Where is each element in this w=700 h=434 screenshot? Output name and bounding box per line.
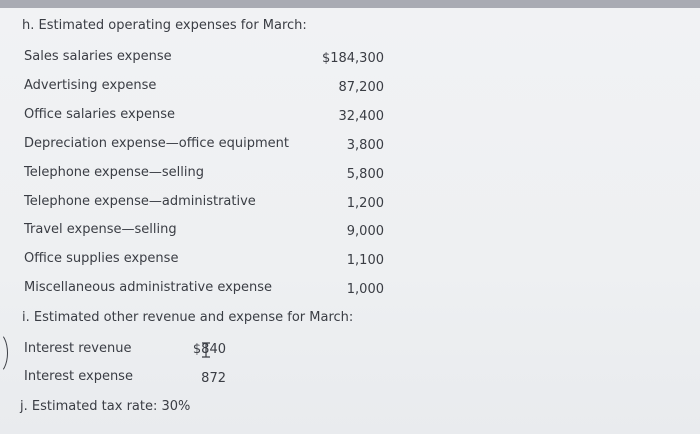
- expense-label-travel-selling: Travel expense—selling: [24, 222, 177, 237]
- expense-label-misc-admin: Miscellaneous administrative expense: [24, 280, 273, 295]
- expense-label-office-supplies: Office supplies expense: [24, 251, 179, 266]
- expense-amount-depreciation: 3,800: [346, 138, 384, 153]
- section-h-title: h. Estimated operating expenses for March:: [22, 18, 307, 33]
- text-cursor-icon: [201, 342, 211, 358]
- expense-amount-misc-admin: 1,000: [346, 282, 384, 297]
- section-j-title: j. Estimated tax rate: 30%: [20, 399, 191, 414]
- expense-label-advertising: Advertising expense: [24, 78, 157, 93]
- section-i-title: i. Estimated other revenue and expense for March:: [22, 310, 354, 325]
- expense-label-sales-salaries: Sales salaries expense: [24, 49, 172, 64]
- expense-amount-sales-salaries: $184,300: [321, 51, 384, 66]
- edge-arc-mark: [0, 332, 8, 374]
- other-amount-interest-expense: 872: [201, 371, 226, 386]
- expense-label-telephone-admin: Telephone expense—administrative: [24, 194, 256, 209]
- expense-amount-office-supplies: 1,100: [346, 253, 384, 268]
- expense-label-depreciation: Depreciation expense—office equipment: [24, 136, 289, 151]
- expense-label-office-salaries: Office salaries expense: [24, 107, 175, 122]
- expense-amount-office-salaries: 32,400: [338, 109, 384, 124]
- other-label-interest-expense: Interest expense: [24, 369, 133, 384]
- top-bar: [0, 0, 700, 8]
- expense-label-telephone-selling: Telephone expense—selling: [24, 165, 204, 180]
- expense-amount-telephone-admin: 1,200: [346, 196, 384, 211]
- other-amount-interest-revenue: $840: [192, 342, 226, 357]
- expense-amount-travel-selling: 9,000: [346, 224, 384, 239]
- expense-amount-telephone-selling: 5,800: [346, 167, 384, 182]
- other-label-interest-revenue: Interest revenue: [24, 341, 132, 356]
- expense-amount-advertising: 87,200: [338, 80, 384, 95]
- document-page: [0, 8, 700, 434]
